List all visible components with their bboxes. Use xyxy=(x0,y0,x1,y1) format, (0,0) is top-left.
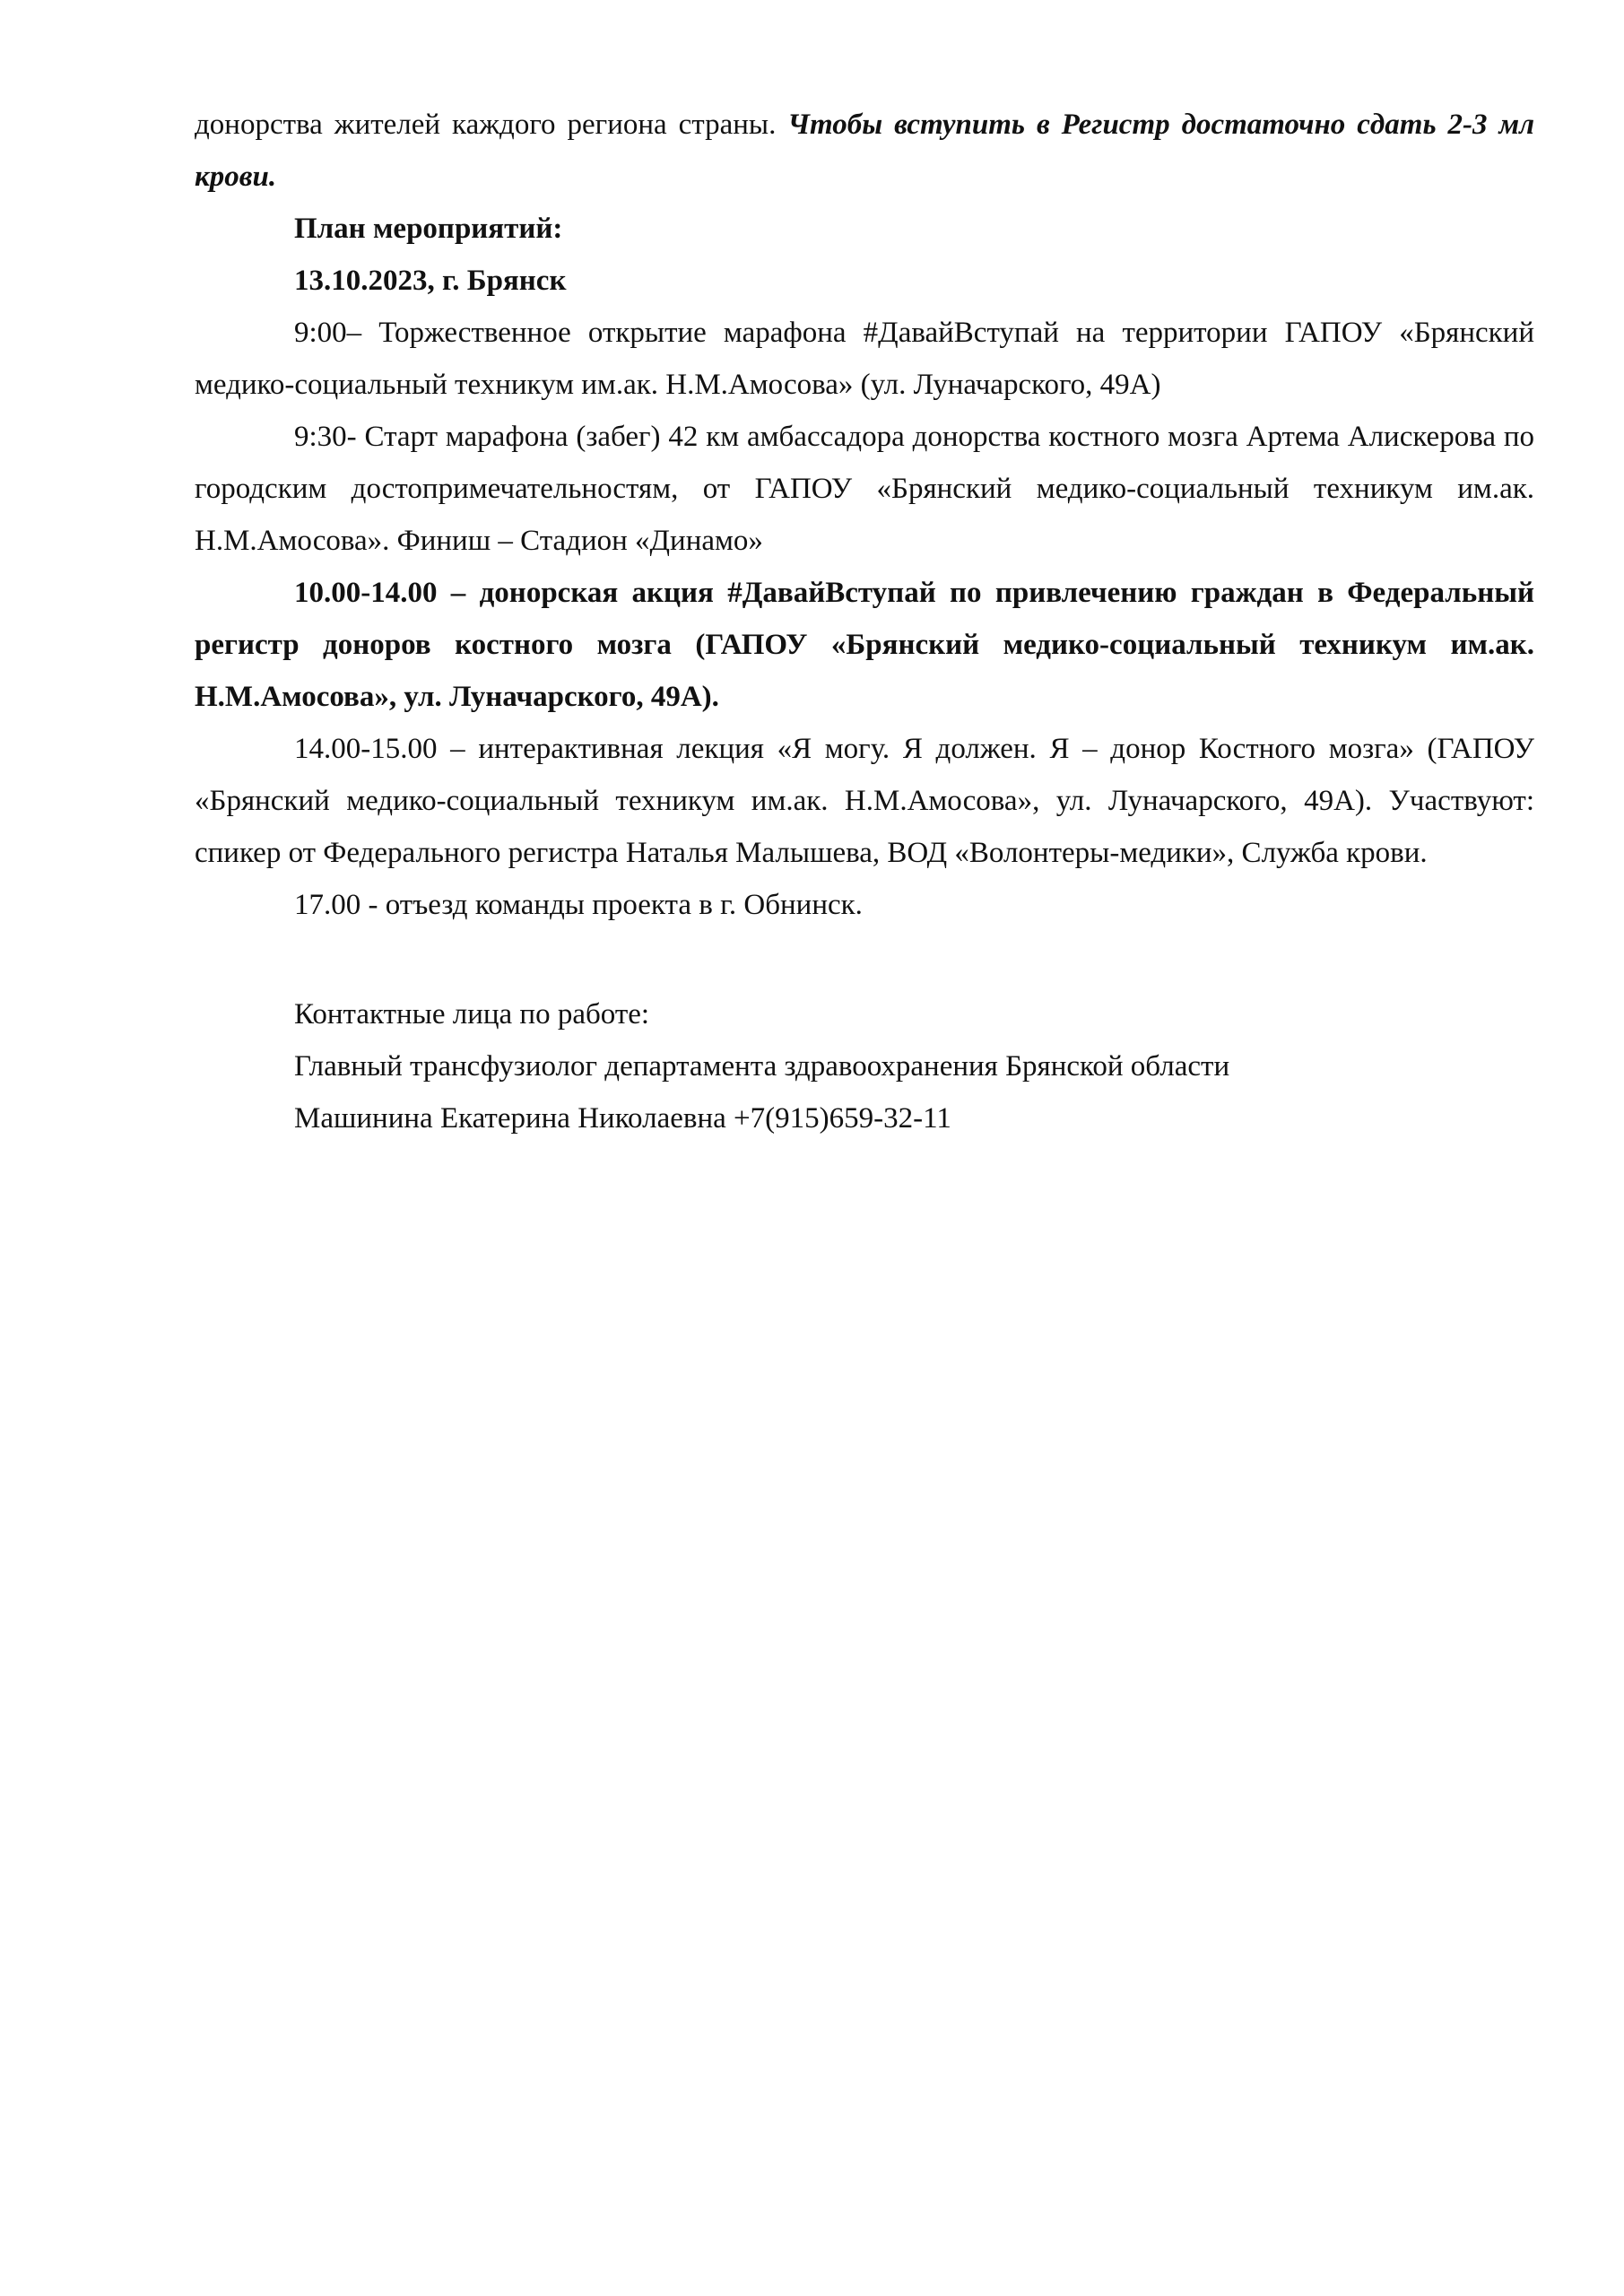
event-item: 9:30- Старт марафона (забег) 42 км амбассадора донорства костного мозга Артема Алискерова по городским достопримечательностям, от ГАПОУ «Брянский медико-социальный техникум им.ак. Н.М.Амосова». Финиш – Стадион «Динамо» xyxy=(195,421,1534,557)
contacts-person: Машинина Екатерина Николаевна +7(915)659-32-11 xyxy=(294,1102,951,1135)
contacts-block xyxy=(294,988,1460,1144)
intro-text: донорства жителей каждого региона страны. xyxy=(195,109,788,141)
contacts-heading: Контактные лица по работе: xyxy=(294,998,650,1031)
date-heading: 13.10.2023, г. Брянск xyxy=(294,265,567,297)
plan-heading: План мероприятий: xyxy=(294,213,563,245)
event-item: 9:00– Торжественное открытие марафона #ДавайВступай на территории ГАПОУ «Брянский медико-социальный техникум им.ак. Н.М.Амосова» (ул. Луначарского, 49А) xyxy=(195,317,1534,401)
contacts-position: Главный трансфузиолог департамента здравоохранения Брянской области xyxy=(294,1050,1230,1083)
event-item: 14.00-15.00 – интерактивная лекция «Я могу. Я должен. Я – донор Костного мозга» (ГАПОУ «Брянский медико-социальный техникум им.ак. Н.М.Амосова», ул. Луначарского, 49А). Участвуют: спикер от Федерального регистра Наталья Малышева, ВОД «Волонтеры-медики», Служба крови. xyxy=(195,733,1534,869)
event-item-highlighted: 10.00-14.00 – донорская акция #ДавайВступай по привлечению граждан в Федеральный регистр доноров костного мозга (ГАПОУ «Брянский медико-социальный техникум им.ак. Н.М.Амосова», ул. Луначарского, 49А). xyxy=(195,577,1534,713)
event-item: 17.00 - отъезд команды проекта в г. Обнинск. xyxy=(294,889,863,921)
intro-paragraph xyxy=(195,99,1534,203)
intro-emphasis: Чтобы вступить в Регистр достаточно сдать 2-3 мл крови. xyxy=(195,109,1535,193)
document-body xyxy=(195,99,1534,931)
